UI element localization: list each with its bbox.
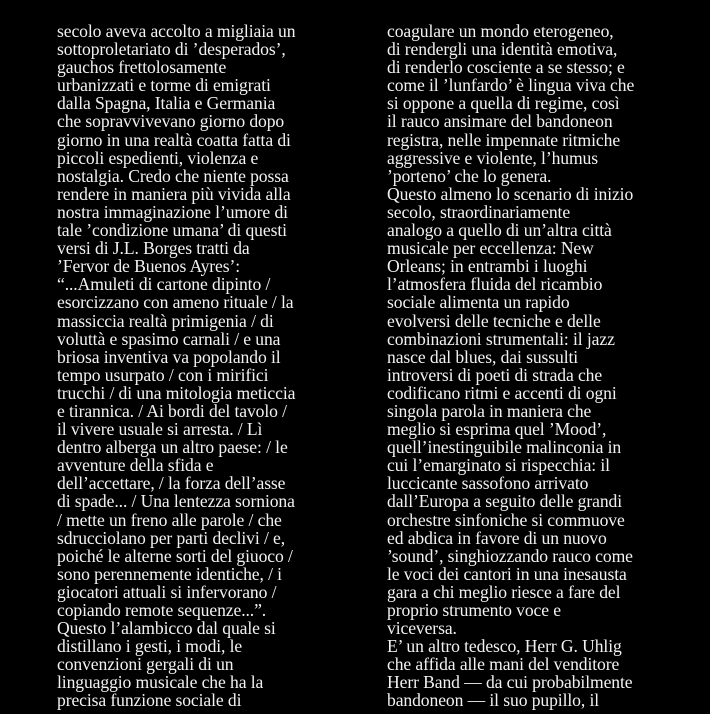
text-line: massiccia realtà primigenia / di	[57, 310, 274, 331]
text-line: sottoproletariato di ’desperados’,	[57, 39, 286, 60]
text-line: orchestre sinfoniche si commuove	[387, 509, 625, 530]
text-line: Orleans; in entrambi i luoghi	[387, 256, 588, 277]
text-line: combinazioni strumentali: il jazz	[387, 328, 615, 349]
text-line: esorcizzano con ameno rituale / la	[57, 292, 294, 313]
text-line: gauchos frettolosamente	[57, 57, 227, 78]
text-line: secolo, straordinariamente	[387, 201, 571, 222]
text-line: cui l’emarginato si rispecchia: il	[387, 455, 610, 476]
text-line: giorno in una realtà coatta fatta di	[57, 129, 291, 150]
text-line: versi di J.L. Borges tratti da	[57, 238, 250, 259]
text-line: dell’accettare, / la forza dell’asse	[57, 473, 286, 494]
text-line: viceversa.	[387, 618, 457, 639]
text-line: e tirannica. / Ai bordi del tavolo /	[57, 400, 287, 421]
text-line: precisa funzione sociale di	[57, 690, 242, 711]
text-line: evolversi delle tecniche e delle	[387, 310, 601, 331]
text-line: coagulare un mondo eterogeneo,	[387, 21, 614, 41]
text-line: urbanizzati e torme di emigrati	[57, 75, 271, 96]
text-line: dentro alberga un altro paese: / le	[57, 437, 288, 458]
text-line: il rauco ansimare del bandoneon	[387, 111, 613, 132]
text-line: nostalgia. Credo che niente possa	[57, 165, 289, 186]
text-line: tale ’condizione umana’ di questi	[57, 220, 287, 241]
text-line: le voci dei cantori in una inesausta	[387, 563, 627, 584]
text-line: dall’Europa a seguito delle grandi	[387, 491, 623, 512]
text-line: / mette un freno alle parole / che	[57, 509, 282, 530]
text-line: giocatori attuali si infervorano /	[57, 581, 277, 602]
text-line: che affida alle mani del venditore	[387, 654, 620, 675]
text-line: Questo almeno lo scenario di inizio	[387, 183, 634, 204]
text-line: avventure della sfida e	[57, 455, 214, 476]
text-line: introversi di poeti di strada che	[387, 364, 603, 385]
text-line: ’porteno’ che lo genera.	[387, 165, 552, 186]
text-line: dalla Spagna, Italia e Germania	[57, 93, 276, 114]
text-line: l’atmosfera fluida del ricambio	[387, 274, 603, 295]
text-line: voluttà e spasimo carnali / e una	[57, 328, 281, 349]
text-line: Herr Band — da cui probabilmente	[387, 672, 633, 693]
text-line: singola parola in maniera che	[387, 400, 592, 421]
text-line: nostra immaginazione l’umore di	[57, 201, 288, 222]
text-line: gara a chi meglio riesce a fare del	[387, 581, 621, 602]
text-line: Questo l’alambicco dal quale si	[57, 618, 276, 639]
text-line: briosa inventiva va popolando il	[57, 346, 281, 367]
text-line: E’ un altro tedesco, Herr G. Uhlig	[387, 636, 622, 657]
text-line: convenzioni gergali di un	[57, 654, 234, 675]
left-text-column	[57, 22, 357, 710]
text-line: trucchi / di una mitologia meticcia	[57, 382, 296, 403]
text-line: che sopravvivevano giorno dopo	[57, 111, 285, 132]
text-line: sdrucciolano per parti declivi / e,	[57, 527, 286, 548]
text-line: “...Amuleti di cartone dipinto /	[57, 274, 271, 295]
text-line: sociale alimenta un rapido	[387, 292, 570, 313]
text-line: poiché le alterne sorti del giuoco /	[57, 545, 293, 566]
text-line: analogo a quello di un’altra città	[387, 220, 612, 241]
text-line: tempo usurpato / con i mirifici	[57, 364, 269, 385]
text-line: codificano ritmi e accenti di ogni	[387, 382, 617, 403]
text-line: proprio strumento voce e	[387, 600, 561, 620]
text-line: ed abdica in favore di un nuovo	[387, 527, 607, 548]
text-line: meglio si esprima quel ’Mood’,	[387, 419, 607, 440]
right-text-column	[387, 22, 687, 710]
text-line: di spade... / Una lentezza sorniona	[57, 491, 295, 512]
text-line: registra, nelle impennate ritmiche	[387, 129, 621, 150]
text-line: di rendergli una identità emotiva,	[387, 39, 618, 60]
text-line: piccoli espedienti, violenza e	[57, 147, 259, 168]
text-line: quell’inestinguibile malinconia in	[387, 437, 622, 458]
text-line: come il ’lunfardo’ è lingua viva che	[387, 75, 635, 96]
text-line: nasce dal blues, dai sussulti	[387, 346, 579, 367]
text-line: sono perennemente identiche, / i	[57, 563, 282, 584]
text-line: secolo aveva accolto a migliaia un	[57, 21, 296, 41]
text-line: aggressive e violente, l’humus	[387, 147, 599, 168]
text-line: luccicante sassofono arrivato	[387, 473, 589, 494]
text-line: bandoneon — il suo pupillo, il	[387, 690, 600, 711]
text-line: di renderlo cosciente a se stesso; e	[387, 57, 625, 78]
text-line: ’sound’, singhiozzando rauco come	[387, 545, 633, 566]
text-line: linguaggio musicale che ha la	[57, 672, 264, 693]
text-line: rendere in maniera più vivida alla	[57, 183, 291, 204]
text-line: ’Fervor de Buenos Ayres’:	[57, 256, 241, 277]
text-line: musicale per eccellenza: New	[387, 238, 594, 259]
text-line: distillano i gesti, i modi, le	[57, 636, 243, 657]
text-line: copiando remote sequenze...”.	[57, 600, 267, 620]
text-line: il vivere usuale si arresta. / Lì	[57, 419, 263, 440]
text-line: si oppone a quella di regime, così	[387, 93, 620, 114]
